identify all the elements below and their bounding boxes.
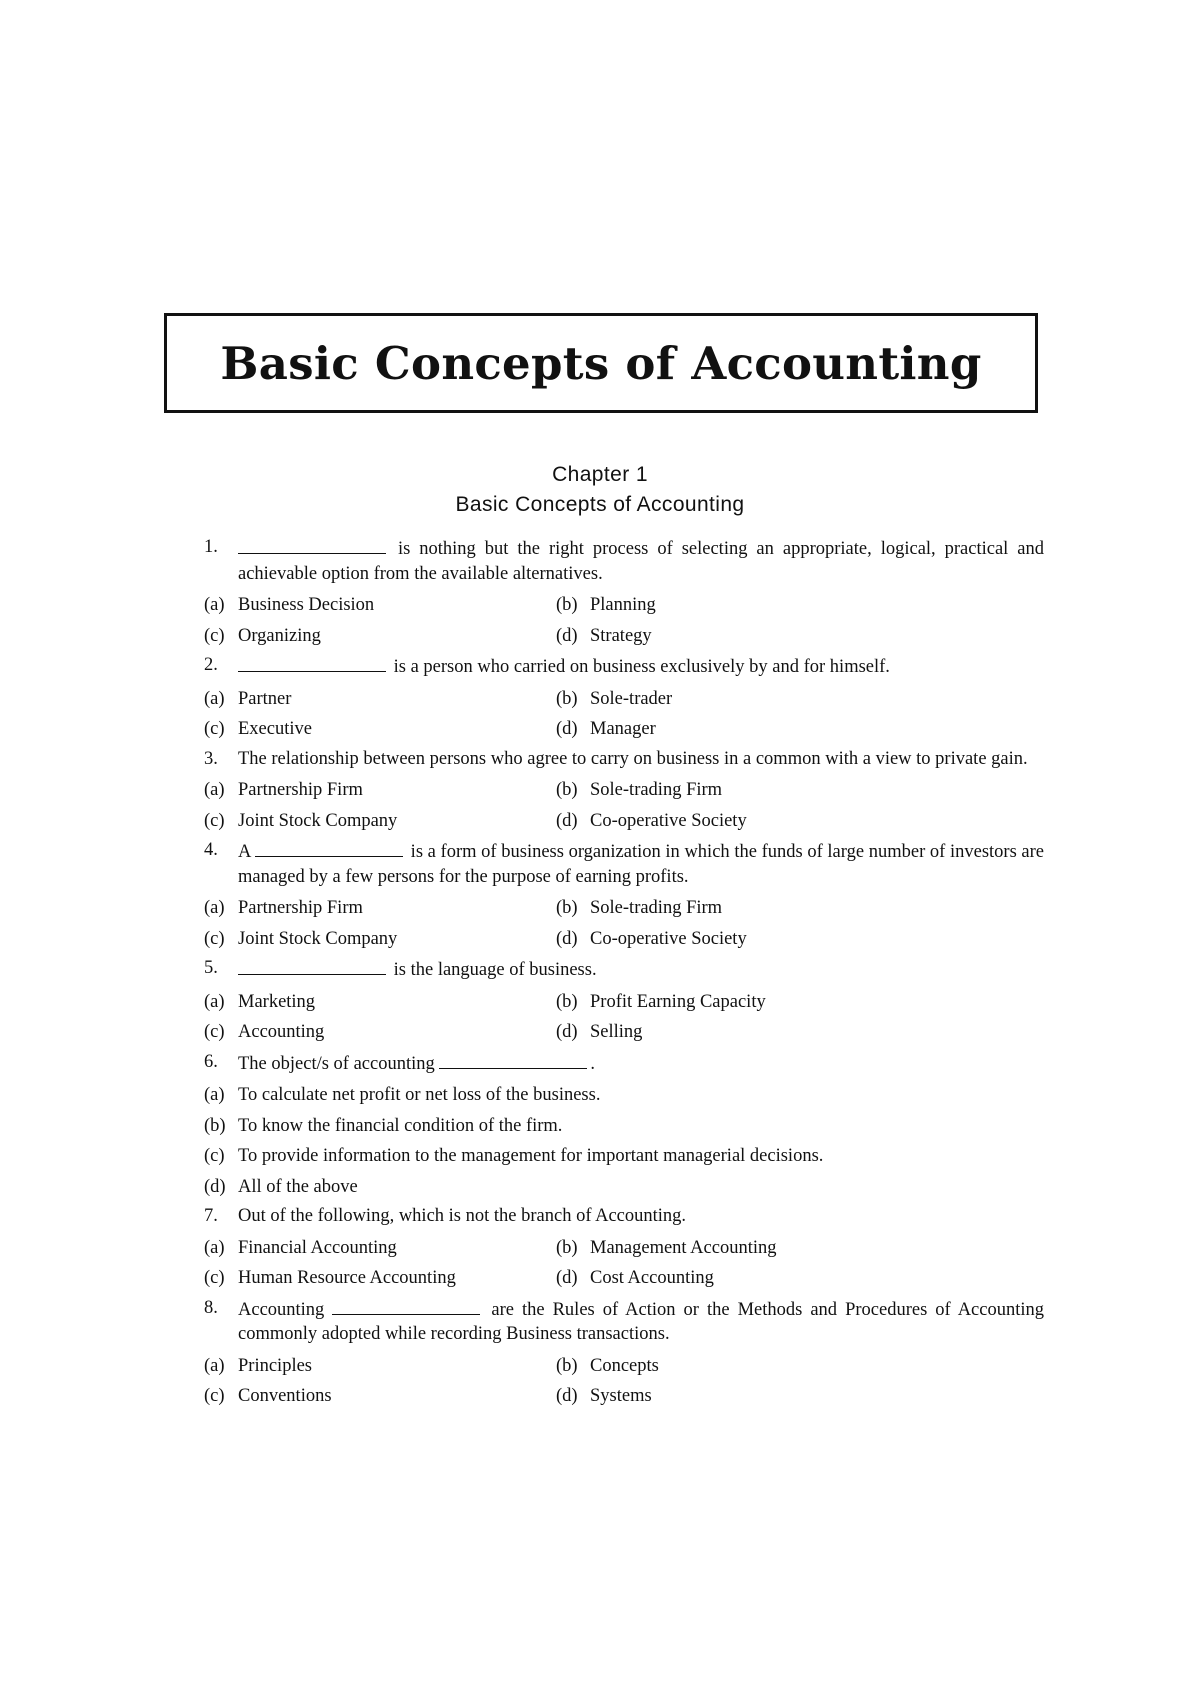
options-grid: [204, 686, 1044, 747]
chapter-heading: [0, 460, 1200, 520]
options-grid: [204, 989, 1044, 1050]
option-d: [204, 1174, 1044, 1205]
option-text: To provide information to the management for important managerial decisions.: [238, 1146, 824, 1166]
option-text: Selling: [590, 1022, 643, 1042]
question-3: [204, 747, 1044, 839]
option-text: Concepts: [590, 1355, 659, 1376]
option-text: Co-operative Society: [590, 810, 747, 831]
option-a: [204, 592, 556, 623]
fill-blank: [238, 535, 386, 554]
question-1: [204, 535, 1044, 653]
option-text: Co-operative Society: [590, 928, 747, 949]
option-label: (c): [204, 1386, 225, 1406]
question-text: is a person who carried on business exclusively by and for himself.: [389, 657, 890, 677]
option-label: (b): [556, 1355, 578, 1376]
option-text: Conventions: [238, 1386, 332, 1406]
question-text: The relationship between persons who agree to carry on business in a common with a view to private gain.: [238, 748, 1028, 769]
option-c: [204, 1143, 1044, 1174]
question-text: .: [590, 1053, 596, 1074]
option-label: (b): [556, 898, 578, 918]
question-stem: [204, 956, 1044, 983]
question-stem: [204, 1296, 1044, 1347]
option-label: (d): [204, 1176, 226, 1197]
question-text: is nothing but the right process of selecting an appropriate, logical, practical and achievable option from the available alternatives.: [238, 539, 1044, 584]
option-label: (c): [204, 1022, 225, 1042]
option-b: [556, 1353, 1044, 1384]
option-label: (b): [556, 780, 578, 800]
question-text-pre: The object/s of accounting: [238, 1053, 440, 1074]
option-text: To know the financial condition of the firm.: [238, 1115, 563, 1136]
question-4: [204, 838, 1044, 956]
option-text: Business Decision: [238, 595, 375, 615]
option-d: [556, 716, 1044, 747]
option-a: [204, 686, 556, 717]
option-c: [204, 1019, 556, 1050]
options-grid: [204, 895, 1044, 956]
question-number: 2.: [204, 655, 218, 675]
question-stem: [204, 653, 1044, 680]
option-b: [204, 1113, 1044, 1144]
option-b: [556, 989, 1044, 1020]
option-text: Cost Accounting: [590, 1268, 714, 1288]
option-text: Sole-trader: [590, 688, 673, 709]
question-list: [204, 535, 1044, 1414]
option-d: [556, 808, 1044, 839]
option-label: (a): [204, 1085, 225, 1105]
option-label: (a): [204, 1237, 225, 1258]
question-stem: [204, 838, 1044, 889]
option-text: Profit Earning Capacity: [590, 991, 766, 1012]
option-a: [204, 989, 556, 1020]
option-label: (a): [204, 595, 225, 615]
option-label: (d): [556, 928, 578, 949]
question-text-pre: A: [238, 842, 256, 862]
question-number: 1.: [204, 537, 218, 557]
option-label: (c): [204, 1268, 225, 1288]
options-grid: [204, 1235, 1044, 1296]
question-stem: [204, 535, 1044, 586]
option-label: (d): [556, 1022, 578, 1042]
option-c: [204, 1265, 556, 1296]
option-c: [204, 808, 556, 839]
option-d: [556, 926, 1044, 957]
option-a: [204, 1235, 556, 1266]
option-b: [556, 895, 1044, 926]
option-text: Partner: [238, 688, 292, 709]
option-d: [556, 1265, 1044, 1296]
fill-blank: [238, 653, 386, 672]
option-a: [204, 777, 556, 808]
option-label: (c): [204, 810, 225, 831]
option-label: (c): [204, 1146, 225, 1166]
option-label: (a): [204, 991, 225, 1012]
fill-blank: [238, 956, 386, 975]
option-c: [204, 926, 556, 957]
question-5: [204, 956, 1044, 1050]
option-c: [204, 1383, 556, 1414]
question-2: [204, 653, 1044, 747]
option-d: [556, 1383, 1044, 1414]
option-text: Systems: [590, 1386, 652, 1406]
page-title: Basic Concepts of Accounting: [220, 336, 982, 390]
option-text: All of the above: [238, 1176, 358, 1197]
option-b: [556, 686, 1044, 717]
option-text: Strategy: [590, 625, 652, 646]
option-text: To calculate net profit or net loss of the business.: [238, 1085, 601, 1105]
option-b: [556, 592, 1044, 623]
options-list: [204, 1082, 1044, 1204]
option-label: (c): [204, 928, 225, 949]
question-text: is the language of business.: [389, 960, 597, 980]
option-a: [204, 1353, 556, 1384]
option-label: (d): [556, 1268, 578, 1288]
question-number: 6.: [204, 1051, 218, 1072]
option-text: Executive: [238, 719, 312, 739]
option-label: (c): [204, 719, 225, 739]
option-text: Manager: [590, 719, 656, 739]
option-d: [556, 1019, 1044, 1050]
option-label: (b): [204, 1115, 226, 1136]
option-text: Partnership Firm: [238, 780, 363, 800]
option-b: [556, 1235, 1044, 1266]
option-label: (d): [556, 1386, 578, 1406]
option-label: (c): [204, 625, 225, 646]
option-text: Management Accounting: [590, 1237, 777, 1258]
question-stem: [204, 1050, 1044, 1077]
option-label: (b): [556, 688, 578, 709]
option-text: Accounting: [238, 1022, 325, 1042]
question-text: is a form of business organization in which the funds of large number of investors are managed by a few persons for the purpose of earning profits.: [238, 842, 1045, 887]
option-text: Financial Accounting: [238, 1237, 397, 1258]
option-text: Joint Stock Company: [238, 928, 398, 949]
fill-blank: [439, 1050, 587, 1069]
option-text: Sole-trading Firm: [590, 898, 723, 918]
option-d: [556, 623, 1044, 654]
title-box: [164, 313, 1038, 413]
option-label: (a): [204, 1355, 225, 1376]
option-b: [556, 777, 1044, 808]
question-text: Out of the following, which is not the branch of Accounting.: [238, 1206, 687, 1226]
question-stem: [204, 1204, 1044, 1229]
question-text: are the Rules of Action or the Methods and Procedures of Accounting commonly adopted while recording Business transactions.: [238, 1299, 1045, 1344]
option-label: (b): [556, 991, 578, 1012]
question-number: 5.: [204, 958, 218, 978]
question-8: [204, 1296, 1044, 1414]
question-7: [204, 1204, 1044, 1296]
option-text: Joint Stock Company: [238, 810, 398, 831]
option-text: Sole-trading Firm: [590, 780, 723, 800]
options-grid: [204, 1353, 1044, 1414]
question-number: 7.: [204, 1206, 218, 1226]
option-a: [204, 1082, 1044, 1113]
option-a: [204, 895, 556, 926]
fill-blank: [255, 838, 403, 857]
option-c: [204, 716, 556, 747]
option-text: Planning: [590, 595, 656, 615]
fill-blank: [332, 1296, 480, 1315]
option-text: Organizing: [238, 625, 321, 646]
option-text: Partnership Firm: [238, 898, 363, 918]
option-label: (d): [556, 625, 578, 646]
option-label: (d): [556, 719, 578, 739]
option-text: Marketing: [238, 991, 316, 1012]
option-text: Principles: [238, 1355, 312, 1376]
chapter-title: Basic Concepts of Accounting: [455, 493, 745, 516]
question-stem: [204, 747, 1044, 772]
question-6: [204, 1050, 1044, 1205]
question-number: 3.: [204, 748, 218, 769]
option-label: (a): [204, 898, 225, 918]
options-grid: [204, 592, 1044, 653]
question-text-pre: Accounting: [238, 1299, 333, 1320]
question-number: 4.: [204, 840, 218, 860]
chapter-number: Chapter 1: [552, 463, 648, 486]
option-text: Human Resource Accounting: [238, 1268, 456, 1288]
option-label: (b): [556, 595, 578, 615]
option-c: [204, 623, 556, 654]
option-label: (b): [556, 1237, 578, 1258]
option-label: (a): [204, 688, 225, 709]
option-label: (d): [556, 810, 578, 831]
options-grid: [204, 777, 1044, 838]
option-label: (a): [204, 780, 225, 800]
question-number: 8.: [204, 1297, 218, 1318]
